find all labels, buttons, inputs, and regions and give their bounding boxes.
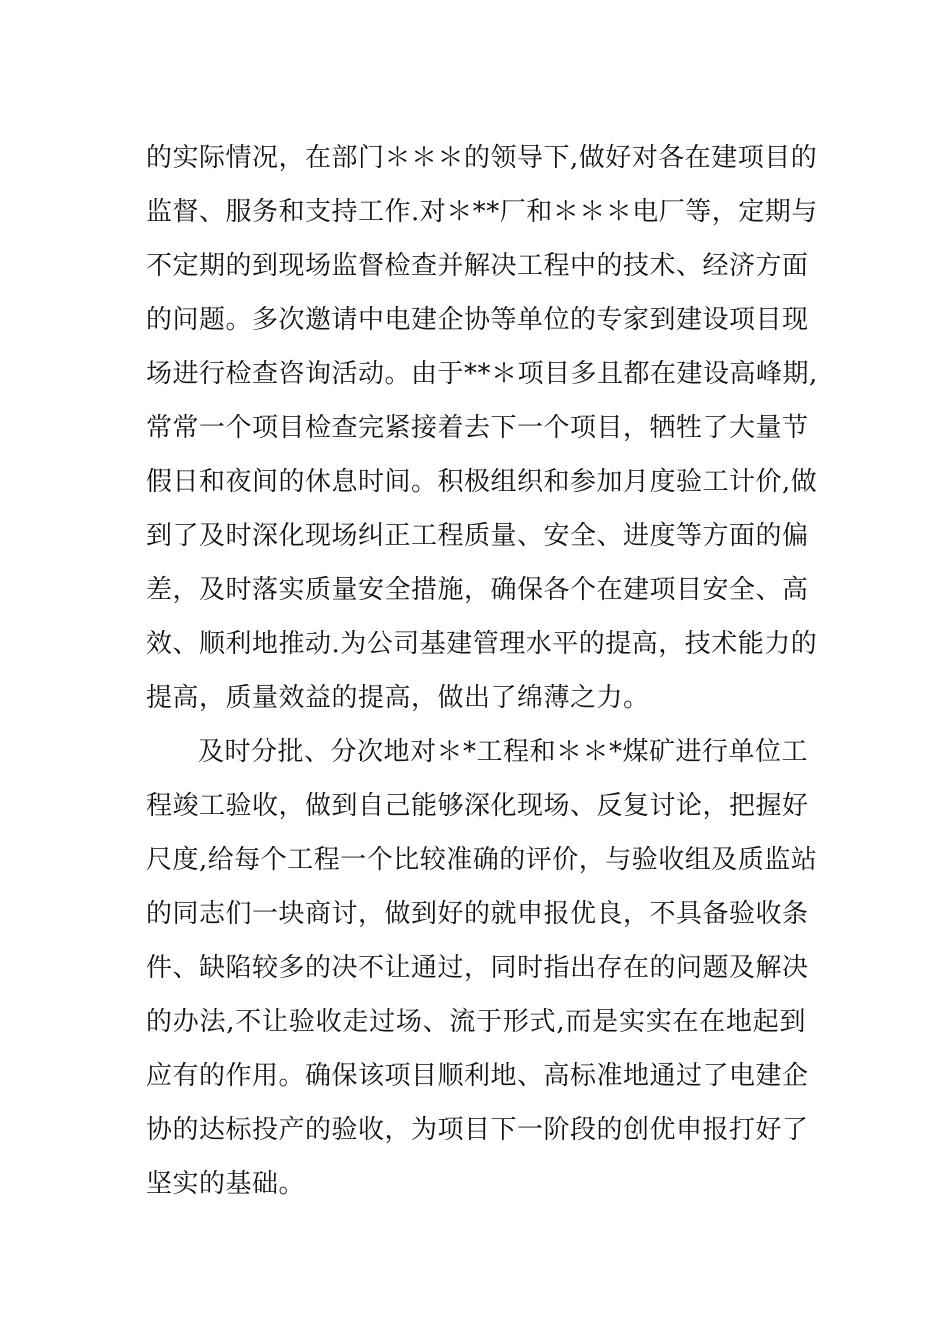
text-line: 监督、服务和支持工作.对＊**厂和＊＊＊电厂等，定期与 (146, 197, 818, 227)
text-line: 尺度,给每个工程一个比较准确的评价，与验收组及质监站 (146, 845, 818, 875)
text-line: 不定期的到现场监督检查并解决工程中的技术、经济方面 (146, 251, 809, 281)
text-line: 协的达标投产的验收，为项目下一阶段的创优申报打好了 (146, 1115, 809, 1145)
text-line: 的实际情况，在部门＊＊＊的领导下,做好对各在建项目的 (146, 143, 818, 173)
text-line: 到了及时深化现场纠正工程质量、安全、进度等方面的偏 (146, 521, 809, 551)
text-line: 程竣工验收，做到自己能够深化现场、反复讨论，把握好 (146, 791, 809, 821)
text-line: 效、顺利地推动.为公司基建管理水平的提高，技术能力的 (146, 629, 818, 659)
text-line: 坚实的基础。 (146, 1169, 306, 1199)
text-line: 差，及时落实质量安全措施，确保各个在建项目安全、高 (146, 575, 809, 605)
text-line: 场进行检查咨询活动。由于**＊项目多且都在建设高峰期, (146, 359, 818, 389)
text-line: 常常一个项目检查完紧接着去下一个项目，牺牲了大量节 (146, 413, 809, 443)
text-line: 的办法,不让验收走过场、流于形式,而是实实在在地起到 (146, 1007, 806, 1037)
text-line: 假日和夜间的休息时间。积极组织和参加月度验工计价,做 (146, 467, 818, 497)
text-line: 应有的作用。确保该项目顺利地、高标准地通过了电建企 (146, 1061, 809, 1091)
text-line: 提高，质量效益的提高，做出了绵薄之力。 (146, 683, 650, 713)
text-line: 的问题。多次邀请中电建企协等单位的专家到建设项目现 (146, 305, 809, 335)
text-line: 件、缺陷较多的决不让通过，同时指出存在的问题及解决 (146, 953, 809, 983)
paragraph-first-line: 及时分批、分次地对＊*工程和＊＊*煤矿进行单位工 (198, 737, 809, 767)
text-line: 的同志们一块商讨，做到好的就申报优良，不具备验收条 (146, 899, 809, 929)
